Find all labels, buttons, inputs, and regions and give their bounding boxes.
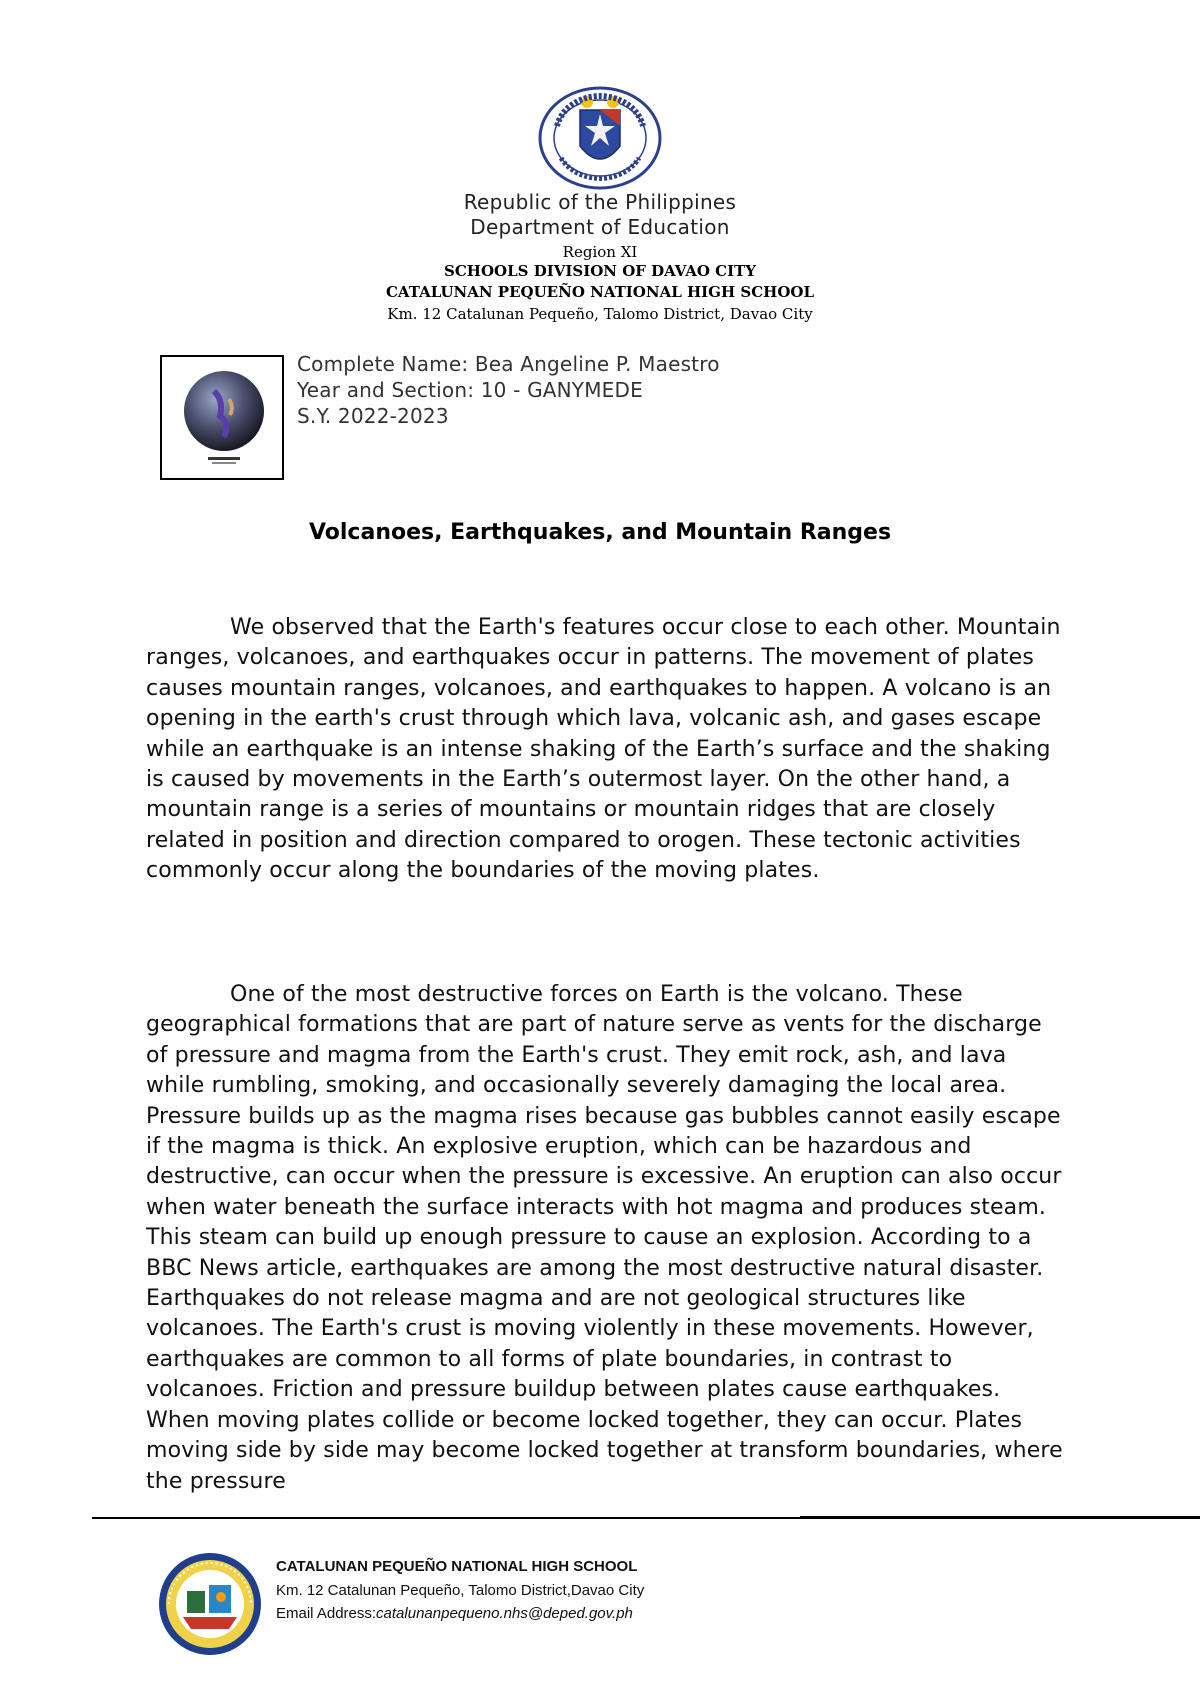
header-republic: Republic of the Philippines <box>463 190 737 214</box>
header-division: SCHOOLS DIVISION OF DAVAO CITY <box>444 262 756 280</box>
header-school: CATALUNAN PEQUEÑO NATIONAL HIGH SCHOOL <box>385 283 815 301</box>
document-title: Volcanoes, Earthquakes, and Mountain Ranges <box>308 520 892 545</box>
paragraph-2 <box>146 980 1066 1520</box>
header-region: Region XI <box>562 243 638 261</box>
deped-seal-icon <box>537 86 663 190</box>
footer-school: CATALUNAN PEQUEÑO NATIONAL HIGH SCHOOL <box>276 1558 638 1575</box>
paragraph-1-text: We observed that the Earth's features occur close to each other. Mountain ranges, volcanoes, and earthquakes occur in patterns. The movement of plates causes mountain ranges, volcanoes, and earthquakes to happen. A volcano is an opening in the earth's crust through which lava, volcanic ash, and gases escape while an earthquake is an intense shaking of the Earth’s surface and the shaking is caused by movements in the Earth’s outermost layer. On the other hand, a mountain range is a series of mountains or mountain ridges that are closely related in position and direction compared to orogen. These tectonic activities commonly occur along the boundaries of the moving plates. <box>146 615 1061 884</box>
earth-photo <box>184 371 264 467</box>
student-name: Complete Name: Bea Angeline P. Maestro <box>297 352 720 376</box>
student-section: Year and Section: 10 - GANYMEDE <box>297 378 643 402</box>
header-department: Department of Education <box>470 215 730 239</box>
school-seal-icon <box>157 1551 263 1657</box>
footer-divider-extension <box>800 1516 1200 1519</box>
footer-email-label: Email Address: <box>276 1605 377 1622</box>
footer-divider <box>92 1517 830 1519</box>
paragraph-1 <box>146 613 1066 887</box>
footer-email-line <box>276 1605 633 1622</box>
school-year: S.Y. 2022-2023 <box>297 404 449 428</box>
footer-email[interactable]: catalunanpequeno.nhs@deped.gov.ph <box>376 1605 633 1622</box>
header-address: Km. 12 Catalunan Pequeño, Talomo District, Davao City <box>387 305 813 323</box>
paragraph-2-text: One of the most destructive forces on Earth is the volcano. These geographical formations that are part of nature serve as vents for the discharge of pressure and magma from the Earth's crust. They emit rock, ash, and lava while rumbling, smoking, and occasionally severely damaging the local area. Pressure builds up as the magma rises because gas bubbles cannot easily escape if the magma is thick. An explosive eruption, which can be hazardous and destructive, can occur when the pressure is excessive. An eruption can also occur when water beneath the surface interacts with hot magma and produces steam. This steam can build up enough pressure to cause an explosion. According to a BBC News article, earthquakes are among the most destructive natural disaster. Earthquakes do not release magma and are not geological structures like volcanoes. The Earth's crust is moving violently in these movements. However, earthquakes are common to all forms of plate boundaries, in contrast to volcanoes. Friction and pressure buildup between plates cause earthquakes. When moving plates collide or become locked together, they can occur. Plates moving side by side may become locked together at transform boundaries, where the pressure <box>146 982 1063 1494</box>
student-photo <box>160 355 284 480</box>
footer-address: Km. 12 Catalunan Pequeño, Talomo District,Davao City <box>276 1582 645 1599</box>
